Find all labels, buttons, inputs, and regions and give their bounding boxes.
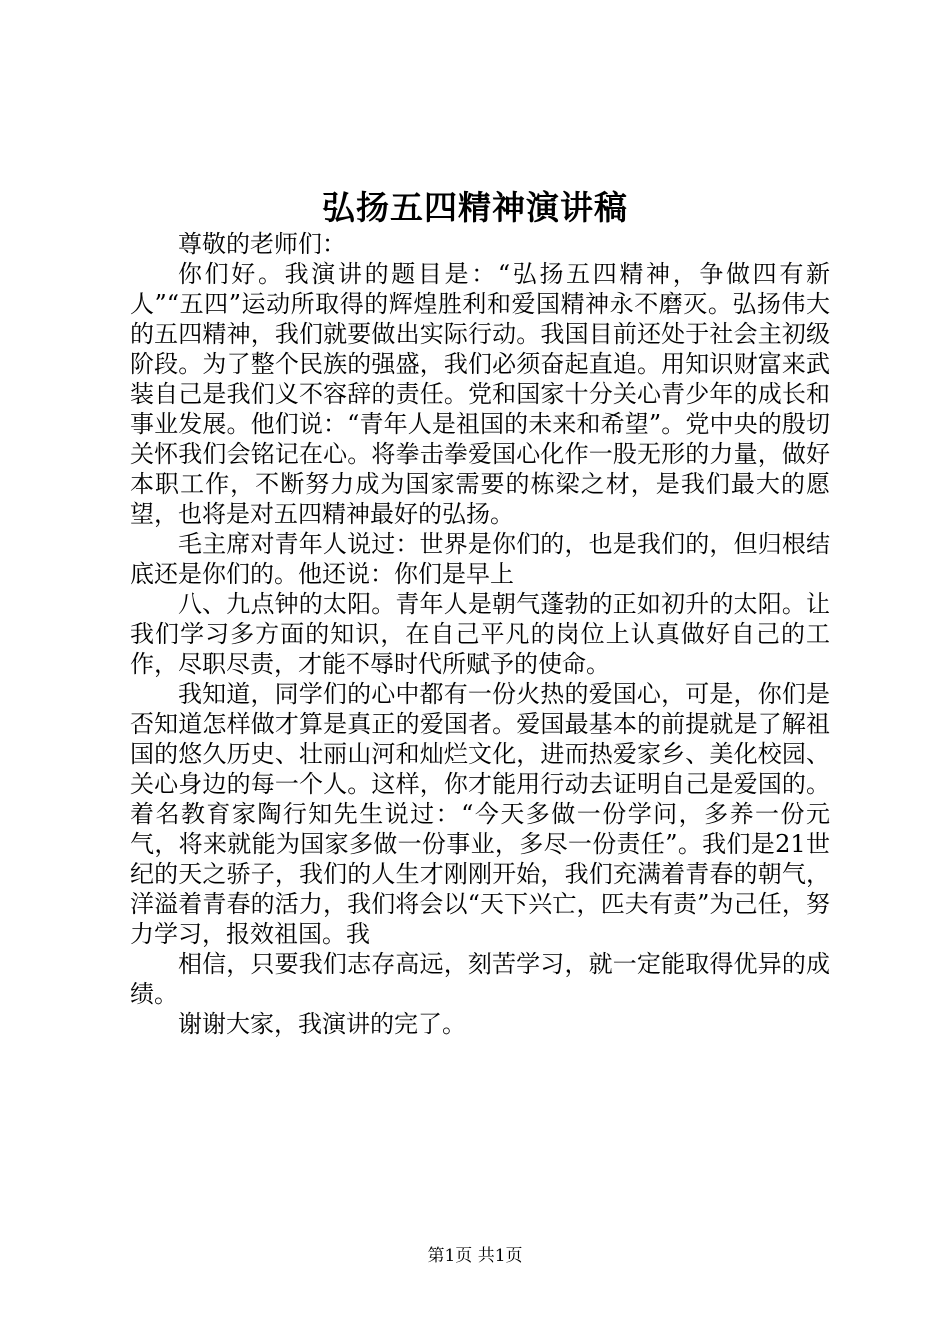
page-footer: 第1页 共1页 <box>427 1246 523 1266</box>
closing-paragraph: 谢谢大家，我演讲的完了。 <box>178 1010 466 1038</box>
greeting-paragraph: 尊敬的老师们： <box>178 230 346 258</box>
body-paragraph-1: 你们好。我演讲的题目是：“弘扬五四精神，争做四有新人”“五四”运动所取得的辉煌胜利和爱国精神永不磨灭。弘扬伟大的五四精神，我们就要做出实际行动。我国目前还处于社会主初级阶段。为了整个民族的强盛，我们必须奋起直追。用知识财富来武装自己是我们义不容辞的责任。党和国家十分关心青少年的成长和事业发展。他们说：“青年人是祖国的未来和希望”。党中央的殷切关怀我们会铭记在心。将拳击拳爱国心化作一股无形的力量，做好本职工作，不断努力成为国家需要的栋梁之材，是我们最大的愿望，也将是对五四精神最好的弘扬。 <box>130 260 830 528</box>
document-title: 弘扬五四精神演讲稿 <box>322 188 628 227</box>
body-paragraph-4: 我知道，同学们的心中都有一份火热的爱国心，可是，你们是否知道怎样做才算是真正的爱国者。爱国最基本的前提就是了解祖国的悠久历史、壮丽山河和灿烂文化，进而热爱家乡、美化校园、关心身边的每一个人。这样，你才能用行动去证明自己是爱国的。着名教育家陶行知先生说过：“今天多做一份学问，多养一份元气，将来就能为国家多做一份事业，多尽一份责任”。我们是21世纪的天之骄子，我们的人生才刚刚开始，我们充满着青春的朝气，洋溢着青春的活力，我们将会以“天下兴亡，匹夫有责”为己任，努力学习，报效祖国。我 <box>130 680 830 948</box>
body-paragraph-5: 相信，只要我们志存高远，刻苦学习，就一定能取得优异的成绩。 <box>130 950 830 1008</box>
body-paragraph-2: 毛主席对青年人说过：世界是你们的，也是我们的，但归根结底还是你们的。他还说：你们是早上 <box>130 530 830 588</box>
document-body <box>130 229 830 1039</box>
body-paragraph-3: 八、九点钟的太阳。青年人是朝气蓬勃的正如初升的太阳。让我们学习多方面的知识，在自己平凡的岗位上认真做好自己的工作，尽职尽责，才能不辱时代所赋予的使命。 <box>130 590 830 678</box>
